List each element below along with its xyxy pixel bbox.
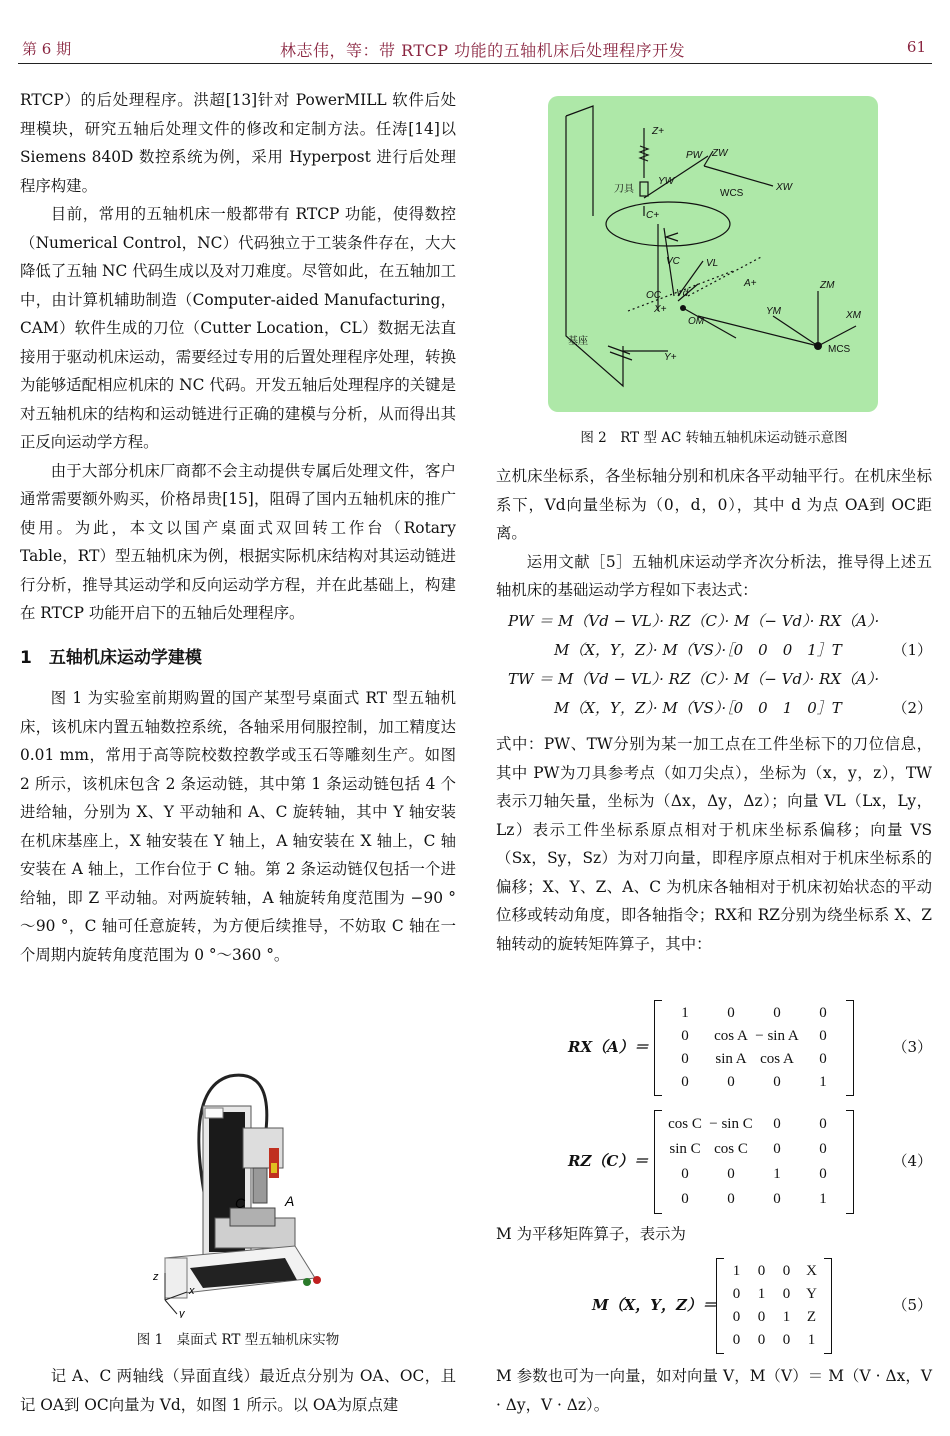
matrix-cell: 0 — [727, 1191, 735, 1207]
matrix-cell: 0 — [782, 1263, 791, 1279]
matrix-4-label: RZ（C）＝ — [568, 1152, 649, 1170]
label-pw: PW — [686, 150, 703, 161]
equation-1-number: （1） — [892, 641, 932, 659]
matrix-cell: − sin A — [755, 1028, 799, 1044]
matrix-cell: 0 — [727, 1005, 735, 1021]
equation-1-body: M（X，Y，Z）· M（VS）·［0 0 0 1］T — [554, 641, 842, 659]
matrix-3-number: （3） — [892, 1038, 932, 1056]
matrix-3-label: RX（A）＝ — [568, 1038, 649, 1056]
matrix-cell: 0 — [681, 1051, 689, 1067]
label-vl: VL — [706, 258, 719, 269]
equation-2-line-2 — [496, 693, 932, 722]
matrix-cell: 0 — [681, 1028, 689, 1044]
right-column-bottom — [496, 1362, 932, 1419]
matrix-cell: 0 — [819, 1005, 827, 1021]
equations-1-2 — [496, 606, 932, 722]
label-wcs: WCS — [720, 188, 744, 199]
label-aplus: A+ — [744, 278, 757, 289]
matrix-cell: 0 — [732, 1309, 741, 1325]
paragraph: M 参数也可为一向量，如对向量 V，M（V）＝ M（V · Δx，V · Δy，V · Δz）。 — [496, 1367, 932, 1414]
left-column — [20, 86, 456, 969]
matrix-cell: 0 — [732, 1332, 741, 1348]
matrix-cell: cos A — [714, 1028, 748, 1044]
matrix-cell: 0 — [773, 1191, 781, 1207]
matrix-cell: 0 — [773, 1116, 781, 1132]
figure-2-caption: 图 2 RT 型 AC 转轴五轴机床运动链示意图 — [580, 430, 848, 446]
matrix-cell: Z — [806, 1309, 817, 1325]
running-title: 林志伟，等：带 RTCP 功能的五轴机床后处理程序开发 — [280, 41, 686, 60]
matrix-cell: 0 — [757, 1309, 766, 1325]
equation-2-body: M（X，Y，Z）· M（VS）·［0 0 1 0］T — [554, 699, 842, 717]
matrix-cell: cos C — [714, 1141, 748, 1157]
matrix-cell: 0 — [681, 1074, 689, 1090]
equation-1-line-2 — [496, 635, 932, 664]
matrix-cell: Y — [806, 1286, 817, 1302]
matrix-4 — [496, 1110, 932, 1214]
matrix-3-body — [654, 1000, 854, 1096]
matrix-cell: 1 — [773, 1166, 781, 1182]
matrix-cell: 1 — [757, 1286, 766, 1302]
section-heading: 1 五轴机床运动学建模 — [20, 647, 202, 668]
paragraph: 图 1 为实验室前期购置的国产某型号桌面式 RT 型五轴机床，该机床内置五轴数控系统，各轴采用伺服控制，加工精度达 0.01 mm，常用于高等院校数控教学或玉石等雕刻生产。如图 2 所示，该机床包含 2 条运动链，其中第 1 条运动链包括 4 个进给轴，分别为 X、Y 平动轴和 A、C 旋转轴，其中 Y 轴安装在机床基座上，X 轴安装在 Y 轴上，A 轴安装在 X 轴上，C 轴安装在 A 轴上，工作台位于 C 轴。第 2 条运动链仅包括一个进给轴，即 Z 平动轴。对两旋转轴，A 轴旋转角度范围为 −90 °～90 °，C 轴可任意旋转，为方便后续推导，不妨取 C 轴在一个周期内旋转角度范围为 0 °～360 °。 — [20, 689, 456, 964]
label-om: OM — [688, 316, 705, 327]
matrix-cell: 0 — [757, 1263, 766, 1279]
matrix-cell: 1 — [732, 1263, 741, 1279]
matrix-cell: 0 — [819, 1166, 827, 1182]
paragraph: 式中：PW、TW分别为某一加工点在工件坐标下的刀位信息，其中 PW为刀具参考点（如刀尖点），坐标为（x，y，z），TW表示刀轴矢量，坐标为（Δx，Δy，Δz）；向量 VL（Lx，Ly，Lz）表示工件坐标系原点相对于机床坐标系偏移；向量 VS（Sx，Sy，Sz）为对刀向量，即程序原点相对于机床坐标系的偏移；X、Y、Z、A、C 为机床各轴相对于机床初始状态的平动位移或转动角度，即各轴指令；RX和 RZ分别为绕坐标系 X、Z 轴转动的旋转矩阵算子，其中： — [496, 735, 932, 953]
header-rule — [18, 63, 932, 64]
paragraph: 目前，常用的五轴机床一般都带有 RTCP 功能，使得数控（Numerical Control，NC）代码独立于工装条件存在，大大降低了五轴 NC 代码生成以及对刀难度。尽管如此，在五轴加工中，由计算机辅助制造（Computer-aided Manufacturing，CAM）软件生成的刀位（Cutter Location，CL）数据无法直接用于驱动机床运动，需要经过专用的后置处理程序处理，转换为能够适配相应机床的 NC 代码。开发五轴后处理程序的关键是对五轴机床的结构和运动链进行正确的建模与分析，从而得出其正反向运动学方程。 — [20, 205, 456, 451]
matrix-cell: 0 — [773, 1005, 781, 1021]
paragraph: 运用文献［5］五轴机床运动学齐次分析法，推导得上述五轴机床的基础运动学方程如下表达式： — [496, 552, 932, 599]
matrix-cell: − sin C — [709, 1116, 753, 1132]
matrix-cell: 0 — [819, 1141, 827, 1157]
kinematic-chain-diagram — [548, 96, 878, 412]
axis-x-label: x — [189, 1285, 195, 1297]
label-base: 基座 — [568, 336, 588, 347]
label-xw: XW — [776, 182, 793, 193]
left-column-bottom — [20, 1362, 456, 1419]
matrix-cell: 0 — [773, 1141, 781, 1157]
label-yplus: Y+ — [664, 352, 677, 363]
matrix-cell: 0 — [819, 1028, 827, 1044]
equation-1-line-1: PW ＝ M（Vd − VL）· RZ（C）· M（− Vd）· RX（A）· — [508, 612, 880, 630]
label-tool: 刀具 — [614, 184, 634, 195]
label-oc: OC — [646, 290, 661, 301]
paragraph: 立机床坐标系，各坐标轴分别和机床各平动轴平行。在机床坐标系下，Vd向量坐标为（0，d，0），其中 d 为点 OA到 OC距离。 — [496, 467, 933, 542]
matrix-cell: 0 — [732, 1286, 741, 1302]
matrix-5-number: （5） — [892, 1296, 932, 1314]
matrix-cell: 1 — [782, 1309, 791, 1325]
matrix-cell: 0 — [782, 1286, 791, 1302]
label-xm: XM — [846, 310, 861, 321]
figure-1-photo — [145, 1068, 325, 1318]
label-zm: ZM — [820, 280, 835, 291]
label-mcs: MCS — [828, 344, 851, 355]
matrix-5 — [496, 1258, 932, 1354]
matrix-4-body — [654, 1110, 854, 1214]
c-axis-label: C — [235, 1195, 246, 1211]
label-yw: YW — [658, 176, 675, 187]
paragraph: 由于大部分机床厂商都不会主动提供专属后处理文件，客户通常需要额外购买，价格昂贵[15]，阻碍了国内五轴机床的推广使用。为此，本文以国产桌面式双回转工作台（Rotary Table，RT）型五轴机床为例，根据实际机床结构对其运动链进行分析，推导其运动学和反向运动学方程，并在此基础上，构建在 RTCP 功能开启下的五轴后处理程序。 — [20, 461, 456, 622]
right-column-middle — [496, 730, 932, 958]
matrix-cell: 0 — [819, 1116, 827, 1132]
equation-2-number: （2） — [892, 699, 932, 717]
right-column — [496, 462, 932, 605]
matrix-cell: 1 — [807, 1332, 816, 1348]
machine-illustration — [145, 1068, 325, 1318]
matrix-3 — [496, 1000, 932, 1096]
matrix-cell: 0 — [757, 1332, 766, 1348]
figure-1-caption: 图 1 桌面式 RT 型五轴机床实物 — [136, 1332, 340, 1348]
issue-number: 第 6 期 — [22, 40, 72, 58]
label-xplus: X+ — [654, 304, 667, 315]
a-axis-label: A — [285, 1193, 295, 1209]
label-vd: Vd — [676, 288, 689, 299]
matrix-5-label: M（X，Y，Z）＝ — [592, 1296, 717, 1314]
matrix-cell: sin A — [715, 1051, 747, 1067]
matrix-cell: 0 — [727, 1166, 735, 1182]
axis-z-label: z — [153, 1271, 159, 1283]
label-ym: YM — [766, 306, 781, 317]
right-column-lower — [496, 1220, 932, 1249]
matrix-cell: 0 — [782, 1332, 791, 1348]
equation-2-line-1: TW ＝ M（Vd − VL）· RZ（C）· M（− Vd）· RX（A）· — [508, 670, 880, 688]
figure-2-diagram — [548, 96, 878, 412]
matrix-4-number: （4） — [892, 1152, 932, 1170]
matrix-cell: 0 — [681, 1191, 689, 1207]
matrix-cell: 1 — [819, 1074, 827, 1090]
matrix-cell: 1 — [819, 1191, 827, 1207]
label-zw: ZW — [712, 148, 728, 159]
matrix-cell: cos A — [760, 1051, 794, 1067]
matrix-5-body — [716, 1258, 832, 1354]
label-cplus: C+ — [646, 210, 660, 221]
label-vc: VC — [666, 256, 680, 267]
axis-y-label: y — [179, 1308, 185, 1318]
matrix-cell: cos C — [668, 1116, 702, 1132]
matrix-cell: X — [806, 1263, 817, 1279]
matrix-cell: 1 — [681, 1005, 689, 1021]
matrix-cell: sin C — [669, 1141, 701, 1157]
paragraph: RTCP）的后处理程序。洪超[13]针对 PowerMILL 软件后处理模块，研究五轴后处理文件的修改和定制方法。任涛[14]以 Siemens 840D 数控系统为例，采用 Hyperpost 进行后处理程序构建。 — [20, 91, 456, 195]
page-number: 61 — [906, 38, 926, 56]
label-zplus: Z+ — [652, 126, 664, 137]
matrix-cell: 0 — [819, 1051, 827, 1067]
matrix-cell: 0 — [727, 1074, 735, 1090]
paragraph: 记 A、C 两轴线（异面直线）最近点分别为 OA、OC，且记 OA到 OC向量为 Vd，如图 1 所示。以 OA为原点建 — [20, 1367, 456, 1414]
matrix-cell: 0 — [681, 1166, 689, 1182]
paragraph: M 为平移矩阵算子，表示为 — [496, 1225, 686, 1243]
matrix-cell: 0 — [773, 1074, 781, 1090]
